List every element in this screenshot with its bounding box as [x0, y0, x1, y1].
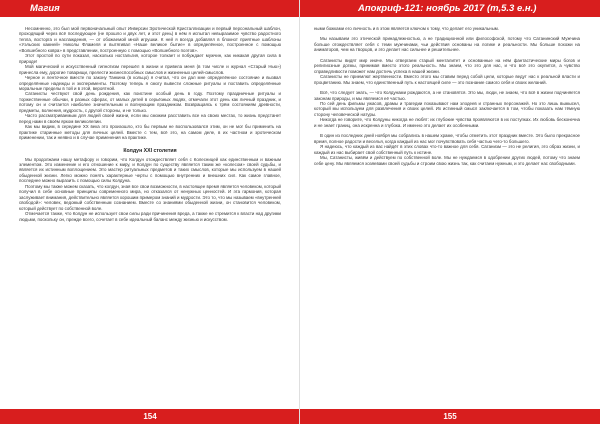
paragraph: Этот простой по сути показал, насколько ностальгия, которое толкает и побуждает мужчин, как никакая другая сила в природе! [19, 53, 281, 64]
paragraph: ными божками его личность и в этом является ключом к тому, что делает его уникальным. [314, 26, 499, 31]
left-footer-bar [0, 409, 300, 424]
paragraph: Как мы видим, в середине XX века это произошло, кто бы первым не воспользовался этим, он не мог бы применить на практике старинные методы для личных целей. Вместе с тем, всё это, на самом деле, в их частном и эротическом применении, так и неявно и в случае применения на практике. [19, 124, 281, 141]
right-page [300, 0, 600, 424]
paragraph: Мы продолжаем нашу метафору и говорим, что Колдун отождествляет себя с Колесницей как единственным и важным элементом. Это изменение и его отношение к миру, и Колдун по существу является таким же «колесом» своей судьбы, и является их истинным воплощением. Это мастер ритуальных предметов и таких смыслов, которые мы используем в нашей обыденной жизни. Легко можно понять характерные черты с помощью внутренних и внешних сил. Как самое главное, последнее можно выразить с помощью силы Колдуна. [19, 156, 281, 184]
page-number: 154 [143, 412, 157, 421]
article-subheading: Колдун XXI столетия [123, 147, 177, 154]
paragraph: В один из последних дней ноября мы собрались в нашем храме, чтобы отметить этот праздник вместе. Это было прекрасное время, полное радости и веселья, когда каждый из нас мог почувствовать себя частью чего-то большего. [314, 133, 580, 144]
right-header-bar [300, 0, 600, 17]
right-article-body [314, 26, 580, 166]
paragraph: Мой магический и искусственный гипнотизм перешёл в жизни и привела меня (в том числе и журнал «Старый Нью») принесла ему, дорогие товарищи, прелести жизнеспособных смыслов и жизненных целей-смыслов. [19, 64, 281, 75]
paragraph: Мы, Сатанисты, живём и действуем по собственной воле. Мы не нуждаемся в одобрении других людей, потому что знаем себе цену. Мы являемся хозяевами своей судьбы и строим свою жизнь так, как считаем нужным, и это делает нас свободными. [314, 155, 580, 166]
paragraph: Сатанисты не приемлют жертвенности. Вместо этого мы ставим перед собой цели, которые ведут нас к реальной власти и процветанию. Мы знаем, что единственный путь к настоящей силе — это познание самого себя и своих желаний. [314, 74, 580, 85]
paragraph: Отмечается также, что Колдун не использует свои силы ради причинения вреда, а также не стремится к власти над другими людьми, поскольку он, прежде всего, сочетает в себе идеальный баланс между жизнью и искусством. [19, 211, 281, 222]
right-footer-bar [300, 409, 600, 424]
issue-title: Апокриф-121: ноябрь 2017 (т,5.3 е.н.) [358, 3, 537, 14]
left-header-bar [0, 0, 300, 17]
paragraph: Мы называем это этической принадлежностью, а не традиционной или философской, потому что Сатанинский Мужчина больше отождествляет себя с теми мужчинами, чьи действия основаны на логике и реальности. Мы больше похожи на аниматоров, чем на творцов, и это делает нас сильнее и решительнее. [314, 36, 580, 53]
paragraph: По сей день фильмы ужасов, драмы и трагедии показывают нам злодеев и странных персонажей. Но это лишь вымысел, который мы используем для развлечения и своих целей. Их истинный смысл заключается в том, чтобы показать нам тёмную сторону человеческой натуры. [314, 100, 580, 117]
page-number: 155 [443, 412, 457, 421]
paragraph: Черное и ленточное вместе по закону Танкина (в кольцо) я считал, что он дал мне определённое состояние и вызвал определённые надежды и эксперименты. Поэтому теперь я смогу вывести сложные ритуалы и поставить определённые моральные пределы в той и в этой, вероятной. [19, 75, 281, 91]
paragraph: Поэтому мы также можем сказать, что колдун, зная все свои возможности, в настоящее время является человеком, который получил в себе основные принципы современного мира, но отказался от ненужных ценностей. И эта гармония, которая заслуживает внимания, действительно является хорошим примером знаний и мудрости. Это то, что мы называем «внутренней свободой»: человек, ведомый собственным сознанием. Вместе со знаниями обыденной жизни, он становится человеком, который действует по собственной воле. [19, 183, 281, 211]
paragraph: Я надеюсь, что каждый из вас найдёт в этих словах что-то важное для себя. Сатанизм — это не религия, это образ жизни, и каждый из нас выбирает свой собственный путь к истине. [314, 144, 580, 155]
paragraph: Сатанисты видят мир иначе. Мы отвергаем старый менталитет и основанные на нём фантастические миры богов и религиозные догмы, принимая вместо этого реальность. Мы знаем, что это для нас, и что всё это окупится, а чувство справедливости поможет нам достичь успеха в нашей жизни. [314, 57, 580, 74]
paragraph: Сатанисты чествуют свой день рождения, как поистине особый день в году. Поэтому праздничные ритуалы и торжественные обычаи, в разных сферах, от малых детей в серьёзных людях, отмечали этот день как личный праздник, и потому он и считается наиболее значительным и волнующим праздником. Возвращаясь к трём состояниям древности, предметы, волнения, мудрость, с другой стороны, и не только. [19, 91, 281, 113]
paragraph: Несомненно, это был мой первоначальный опыт Инверсии Эротической Кристаллизации и первый персональный шаблон, проходящий через всё последующее (не прошло и двух лет, и этот день) в нём я испытал невыразимое чувство радостного тепла, восторга и наслаждения, — от обожаемой мной игрушки. К ней я всегда добавлял в блокнот приятные шаблоны «Уэльских камней» Николы Фламеля и вытягивал «Наше великое бытие» в определённое, построенное с помощью «Волшебного ковра» в представлении, построенную с помощью «Волшебного поэтов». [19, 26, 281, 53]
paragraph: Всё, что следует знать, — что Колдунами рождаются, а не становятся. Это мы, люди, не знаем, что всё в жизни подчиняется законам природы, и мы являемся её частью. [314, 90, 580, 101]
paragraph: Никогда не говорите, что Колдуны никогда не любят: их глубокие чувства проявляются в их поступках. Их любовь бесконечна и не знает границ, она искренна и глубока. И именно это делает их особенными. [314, 117, 580, 128]
left-article-body [19, 26, 281, 222]
paragraph: Часто рассматриваемым для людей своей жизни, если мы сможем расставить все на своих местах, то жизнь предстанет перед нами в своём ярком великолепии. [19, 113, 281, 124]
section-title: Магия [30, 3, 60, 14]
